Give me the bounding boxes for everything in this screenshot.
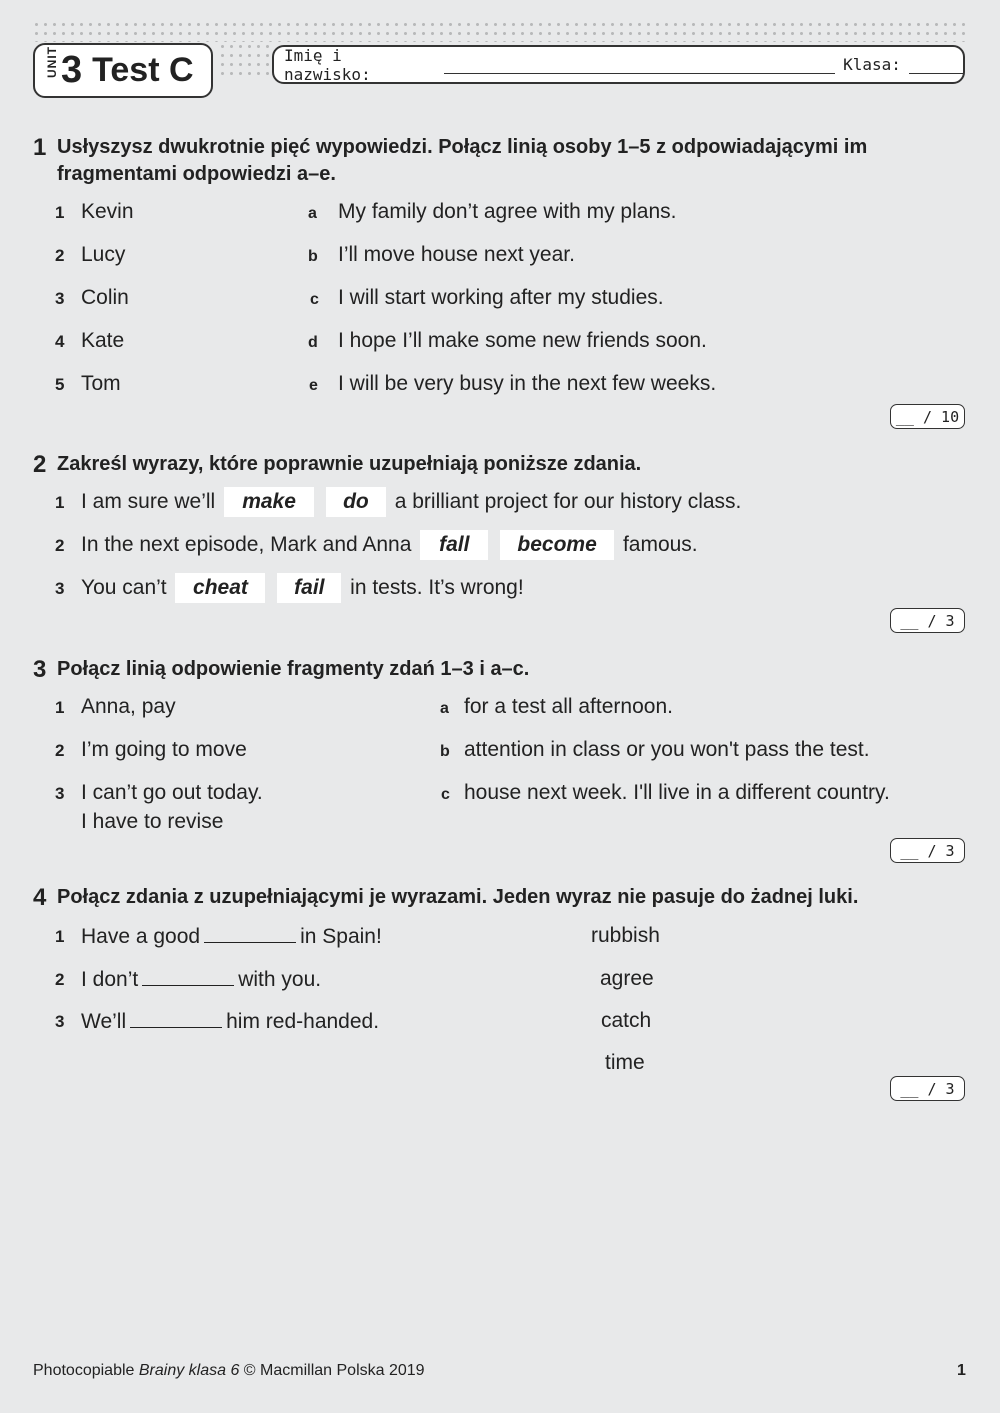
sentence-start: Have a good xyxy=(81,925,201,948)
score-box[interactable]: __ / 3 xyxy=(890,608,965,633)
sentence-end[interactable]: attention in class or you won't pass the test. xyxy=(464,738,870,761)
word-option[interactable]: cheat xyxy=(175,573,265,603)
question-number: 2 xyxy=(33,451,47,478)
question-instruction: Zakreśl wyrazy, które poprawnie uzupełniają poniższe zdania. xyxy=(57,453,642,475)
answer-letter: b xyxy=(308,248,318,265)
sentence-start[interactable]: I can’t go out today. xyxy=(81,781,263,804)
score-box[interactable]: __ / 3 xyxy=(890,838,965,863)
answer-letter: a xyxy=(440,700,449,717)
sentence-end: with you. xyxy=(238,968,322,991)
question-1-heading xyxy=(33,134,917,188)
q2-sentence xyxy=(81,487,741,517)
word-option[interactable]: catch xyxy=(601,1009,652,1032)
item-number: 2 xyxy=(55,970,65,989)
q4-sentence xyxy=(81,922,382,951)
item-number: 1 xyxy=(55,698,65,717)
answer-text[interactable]: I’ll move house next year. xyxy=(338,243,575,266)
sentence-end: him red-handed. xyxy=(226,1010,380,1033)
item-number: 3 xyxy=(55,289,65,308)
gap-blank[interactable] xyxy=(130,1007,222,1028)
item-number: 1 xyxy=(55,493,65,512)
page-number: 1 xyxy=(957,1362,966,1379)
name-label: Imię i nazwisko: xyxy=(284,45,371,84)
name-field[interactable] xyxy=(444,55,836,74)
footer-prefix: Photocopiable xyxy=(33,1362,139,1379)
unit-badge xyxy=(33,43,213,98)
score-box[interactable]: __ / 3 xyxy=(890,1076,965,1101)
footer-book-title: Brainy klasa 6 xyxy=(138,1362,240,1379)
item-number: 4 xyxy=(55,332,65,351)
q4-sentence xyxy=(81,965,321,994)
answer-text[interactable]: I will start working after my studies. xyxy=(338,286,664,309)
question-2-heading xyxy=(33,451,917,480)
sentence-end: a brilliant project for our history class. xyxy=(394,490,742,513)
answer-text[interactable]: I will be very busy in the next few weeks. xyxy=(338,372,717,395)
copyright-footer xyxy=(33,1362,425,1380)
sentence-end[interactable]: for a test all afternoon. xyxy=(464,695,673,718)
dotted-header-decoration xyxy=(218,42,270,80)
unit-word: UNIT xyxy=(45,45,59,78)
sentence-start-continued[interactable]: I have to revise xyxy=(81,810,224,833)
question-4-heading xyxy=(33,884,917,913)
word-option[interactable]: do xyxy=(326,487,386,517)
answer-letter: b xyxy=(440,743,450,760)
student-info-box xyxy=(272,45,965,84)
item-number: 3 xyxy=(55,579,65,598)
answer-text[interactable]: My family don’t agree with my plans. xyxy=(338,200,677,223)
word-option[interactable]: become xyxy=(500,530,614,560)
q2-sentence xyxy=(81,530,698,560)
item-number: 2 xyxy=(55,536,65,555)
score-box[interactable]: __ / 10 xyxy=(890,404,965,429)
gap-blank[interactable] xyxy=(204,922,296,943)
footer-suffix: © Macmillan Polska 2019 xyxy=(239,1362,425,1379)
sentence-end: famous. xyxy=(622,533,698,556)
dotted-header-decoration xyxy=(32,20,967,42)
class-label: Klasa: xyxy=(843,55,901,74)
item-number: 3 xyxy=(55,784,65,803)
answer-text[interactable]: I hope I’ll make some new friends soon. xyxy=(338,329,707,352)
sentence-start[interactable]: I’m going to move xyxy=(81,738,247,761)
answer-letter: d xyxy=(308,334,318,351)
question-number: 4 xyxy=(33,884,47,911)
class-field[interactable] xyxy=(909,55,963,74)
answer-letter: a xyxy=(308,205,317,222)
question-number: 1 xyxy=(33,134,47,161)
sentence-start: You can’t xyxy=(81,576,167,599)
item-number: 3 xyxy=(55,1012,65,1031)
question-instruction: Połącz zdania z uzupełniającymi je wyrazami. Jeden wyraz nie pasuje do żadnej luki. xyxy=(57,886,859,908)
gap-blank[interactable] xyxy=(142,965,234,986)
item-number: 1 xyxy=(55,203,65,222)
sentence-end: in tests. It’s wrong! xyxy=(350,576,524,599)
item-number: 5 xyxy=(55,375,65,394)
question-number: 3 xyxy=(33,656,47,683)
answer-letter: c xyxy=(310,291,319,308)
question-3-heading xyxy=(33,656,917,685)
question-instruction: Połącz linią odpowienie fragmenty zdań 1–3 i a–c. xyxy=(57,658,530,680)
sentence-end: in Spain! xyxy=(300,925,382,948)
sentence-end[interactable]: house next week. I'll live in a different country. xyxy=(464,781,890,804)
q2-sentence xyxy=(81,573,524,603)
person-name[interactable]: Lucy xyxy=(81,243,126,266)
person-name[interactable]: Kate xyxy=(81,329,125,352)
person-name[interactable]: Colin xyxy=(81,286,129,309)
person-name[interactable]: Tom xyxy=(81,372,121,395)
word-option[interactable]: agree xyxy=(600,967,654,990)
question-instruction: Usłyszysz dwukrotnie pięć wypowiedzi. Połącz linią osoby 1–5 z odpowiadającymi im fragmentami odpowiedzi a–e. xyxy=(57,136,868,185)
answer-letter: e xyxy=(309,377,318,394)
item-number: 2 xyxy=(55,246,65,265)
answer-letter: c xyxy=(441,786,450,803)
sentence-start: In the next episode, Mark and Anna xyxy=(81,533,412,556)
item-number: 2 xyxy=(55,741,65,760)
item-number: 1 xyxy=(55,927,65,946)
q4-sentence xyxy=(81,1007,379,1036)
word-option[interactable]: time xyxy=(605,1051,645,1074)
word-option[interactable]: fail xyxy=(277,573,341,603)
sentence-start: We’ll xyxy=(81,1010,127,1033)
sentence-start: I am sure we’ll xyxy=(81,490,216,513)
word-option[interactable]: fall xyxy=(420,530,488,560)
person-name[interactable]: Kevin xyxy=(81,200,134,223)
word-option[interactable]: rubbish xyxy=(591,924,660,947)
word-option[interactable]: make xyxy=(224,487,314,517)
sentence-start: I don’t xyxy=(81,968,139,991)
test-title: Test C xyxy=(92,51,194,89)
unit-number: 3 xyxy=(61,49,83,91)
sentence-start[interactable]: Anna, pay xyxy=(81,695,176,718)
